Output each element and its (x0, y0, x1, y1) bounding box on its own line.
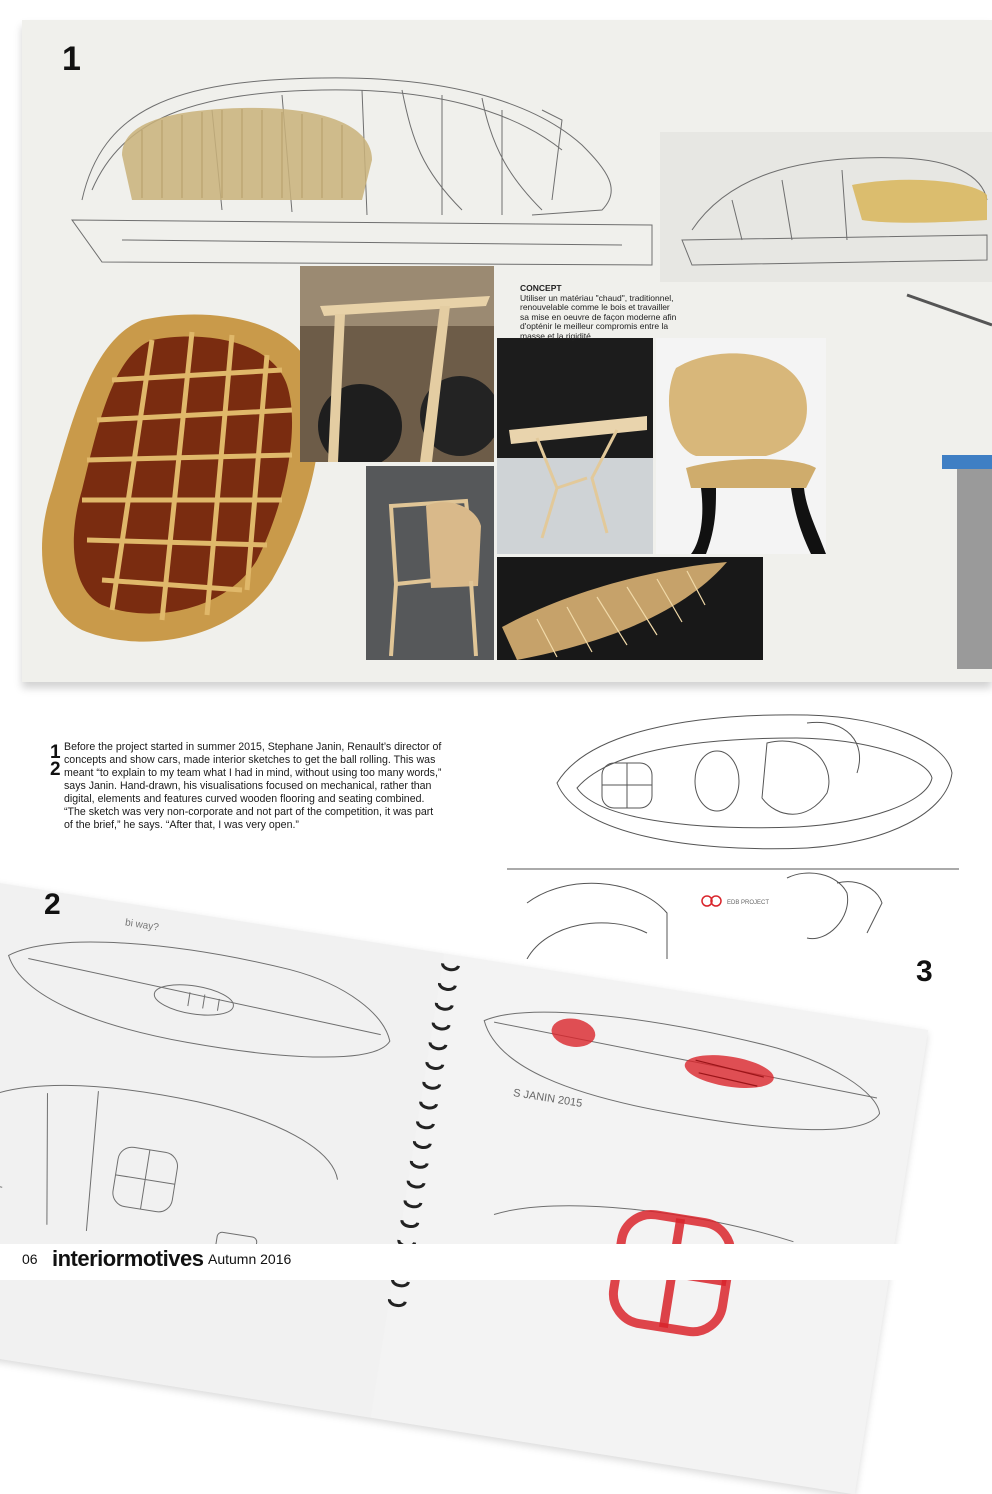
moodboard-panel (22, 20, 992, 682)
page-number: 06 (22, 1251, 38, 1267)
wooden-bench-photo (300, 266, 494, 462)
notebook-sketch-panel (0, 880, 928, 1494)
caption-figure-numbers (50, 744, 61, 778)
wooden-hull-photo (497, 557, 763, 660)
figure-number-3: 3 (916, 955, 933, 988)
concept-text-block (520, 284, 680, 341)
notebook-note: bi way? (124, 917, 160, 934)
interior-top-view-sketch (507, 703, 959, 959)
car-side-sketch (62, 50, 662, 280)
notebook-sketches (0, 880, 928, 1494)
wooden-table-photo (497, 338, 653, 554)
caption-number-2: 2 (50, 759, 61, 780)
wooden-armchair-photo (366, 466, 494, 660)
caption-text: Before the project started in summer 2015, Stephane Janin, Renault’s director of concepts and show cars, made interior sketches to get the ball rolling. This was meant “to explain to my team what I had in mind, without using too many words,” says Janin. Hand-drawn, his visualisations focused on mechanical, rather than digital, elements and features curved wooden flooring and seating combined. “The sketch was very non-corporate and not part of the competition, it was part of the brief,” he says. “After that, I was very open.” (64, 741, 442, 831)
plywood-chair-photo (656, 338, 826, 554)
panel3-logo-text: EDB PROJECT (727, 900, 770, 906)
wooden-car-frame-photo (42, 310, 342, 660)
caption-number-1: 1 (50, 742, 61, 763)
magazine-brand: interiormotives (52, 1246, 204, 1271)
issue-date: Autumn 2016 (208, 1251, 292, 1267)
figure-number-1: 1 (62, 40, 81, 78)
concept-title: CONCEPT (520, 283, 562, 293)
page-footer (0, 1244, 992, 1280)
concept-body: Utiliser un matériau "chaud", traditionnel, renouvelable comme le bois et travailler sa mise en oeuvre de façon moderne afin d'opténir le meilleur compromis entre la masse et la rigidité. (520, 292, 677, 341)
right-edge-objects (902, 280, 992, 680)
interior-sketch-panel (507, 703, 959, 959)
car-sketch-small (672, 140, 992, 270)
figure-number-2: 2 (44, 888, 61, 921)
notebook-signature: S JANIN 2015 (512, 1087, 584, 1110)
